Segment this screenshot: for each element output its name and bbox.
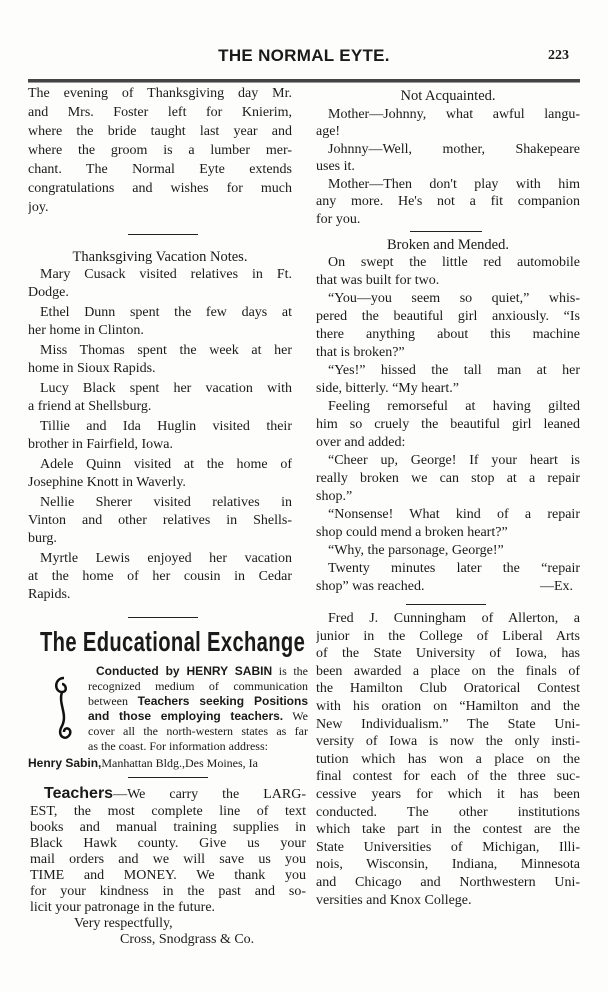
text-line: there anything about this machine: [316, 327, 580, 342]
text-line: cessive years for which it has been: [316, 786, 580, 802]
text-line: shop could mend a broken heart?”: [316, 525, 508, 540]
story-paragraph: [316, 254, 580, 290]
text-line: side, bitterly. “My heart.”: [316, 381, 459, 396]
text-line: tution which has won a place on the: [316, 751, 580, 767]
text-line: “Yes!” hissed the tall man at her: [328, 363, 580, 378]
header-rule: [28, 79, 580, 83]
ad-text: cover all the north-western states as far: [88, 724, 308, 738]
text-line: pered the beautiful girl anxiously. “Is: [316, 309, 580, 324]
text-line: licit your patronage in the future.: [30, 900, 216, 915]
text-line: “You—you seem so quiet,” whis-: [328, 291, 580, 306]
text-line: Miss Thomas spent the week at her: [40, 343, 292, 358]
text-line: Mother—Then don't play with him: [328, 176, 580, 192]
note-item: [28, 550, 292, 604]
text-line: Feeling remorseful at having gilted: [328, 399, 580, 414]
text-line: of the State University of Iowa, has: [316, 646, 580, 662]
ad-signature: Cross, Snodgrass & Co.: [120, 932, 255, 947]
spacer: [28, 604, 292, 606]
text-line: On swept the little red automobile: [328, 255, 580, 270]
ad-text: between: [88, 694, 128, 708]
note-item: [28, 304, 292, 340]
text-line: “Cheer up, George! If your heart is: [328, 453, 580, 468]
text-line: Rapids.: [28, 587, 71, 602]
text-line: home in Sioux Rapids.: [28, 361, 156, 376]
text-line: been awarded a place on the finals of: [316, 663, 580, 679]
story-paragraph: [316, 398, 580, 452]
text-line: Myrtle Lewis enjoyed her vacation: [40, 551, 292, 566]
text-line: burg.: [28, 531, 57, 546]
story-paragraph: [316, 362, 580, 398]
divider: [406, 604, 486, 605]
text-line: State Universities of Michigan, Illi-: [316, 839, 580, 855]
text-line: EST, the most complete line of text: [30, 804, 306, 819]
text-line: Lucy Black spent her vacation with: [40, 381, 292, 396]
broken-and-mended-heading: Broken and Mended.: [386, 237, 509, 253]
intro-paragraph: [28, 84, 292, 217]
text-line: Josephine Knott in Waverly.: [28, 475, 186, 490]
text-line: versities and Knox College.: [316, 892, 472, 908]
text-line: shop.”: [316, 489, 353, 504]
text-line: mail orders and we will save us you: [30, 852, 306, 867]
text-line: really broken we can stop at a repair: [316, 471, 580, 486]
text-line: final contest for each of the three suc-: [316, 769, 580, 785]
ad-closing: Very respectfully,: [74, 916, 173, 931]
ad-conducted-by: Conducted by HENRY SABIN: [96, 664, 273, 678]
text-line: where the groom is a lumber mer-: [28, 143, 292, 158]
text-line: shop” was reached.: [316, 579, 425, 594]
text-line: that was built for two.: [316, 273, 440, 288]
text-line: conducted. The other institutions: [316, 804, 580, 820]
dialogue-paragraph: [316, 106, 580, 141]
note-item: [28, 494, 292, 548]
divider: [128, 777, 208, 778]
divider: [410, 231, 482, 232]
vacation-notes-heading: Thanksgiving Vacation Notes.: [72, 249, 248, 265]
text-line: uses it.: [316, 159, 355, 174]
text-line: The evening of Thanksgiving day Mr.: [28, 86, 292, 101]
note-item: [28, 418, 292, 454]
not-acquainted-heading: Not Acquainted.: [400, 88, 496, 104]
text-line: Mary Cusack visited relatives in Ft.: [40, 267, 292, 282]
text-line: and Chicago and Northwestern Uni-: [316, 874, 580, 890]
text-line: New Individualism.” The State Uni-: [316, 716, 580, 732]
text-line: where the bride taught last year and: [28, 124, 292, 139]
story-paragraph: [316, 290, 580, 362]
teachers-ad: [30, 784, 306, 948]
text-line: joy.: [28, 200, 49, 215]
text-line: Black Hawk county. Give us your: [30, 836, 306, 851]
text-line: chant. The Normal Eyte extends: [28, 162, 292, 177]
story-paragraph: [316, 542, 580, 560]
ad-address-text: Manhattan Bldg.,Des Moines, Ia: [101, 756, 258, 770]
cunningham-paragraph: [316, 610, 580, 909]
ad-text: is the: [278, 664, 308, 678]
text-line: with his oration on “Hamilton and the: [316, 698, 580, 714]
text-line: Vinton and other relatives in Shells-: [28, 513, 292, 528]
text-line: any more. He's not a fit companion: [316, 194, 580, 209]
text-line: age!: [316, 124, 341, 139]
ornament-icon: [52, 674, 74, 744]
ad-text: We: [292, 709, 308, 723]
text-line: Ethel Dunn spent the few days at: [40, 305, 292, 320]
text-line: her home in Clinton.: [28, 323, 144, 338]
note-item: [28, 380, 292, 416]
text-line: Fred J. Cunningham of Allerton, a: [328, 611, 580, 626]
ad-address-name: Henry Sabin,: [28, 756, 102, 770]
text-line: brother in Fairfield, Iowa.: [28, 437, 174, 452]
text-line: Tillie and Ida Huglin visited their: [40, 419, 292, 434]
text-line: a friend at Shellsburg.: [28, 399, 152, 414]
source-credit: —Ex.: [540, 579, 574, 594]
story-paragraph: [316, 452, 580, 506]
text-line: and Mrs. Foster left for Knierim,: [28, 105, 292, 120]
text-line: that is broken?”: [316, 345, 405, 360]
text-line: versity of Iowa is now the only insti-: [316, 734, 580, 750]
text-line: Twenty minutes later the “repair: [328, 561, 580, 576]
text-line: “Why, the parsonage, George!”: [328, 543, 504, 558]
ad-text: as the coast. For information address:: [88, 739, 268, 753]
text-line: Dodge.: [28, 285, 69, 300]
dialogue-paragraph: [316, 176, 580, 229]
text-line: Johnny—Well, mother, Shakepeare: [328, 141, 580, 157]
dialogue-paragraph: [316, 141, 580, 176]
text-line: books and manual training supplies in: [30, 820, 306, 835]
text-line: “Nonsense! What kind of a repair: [328, 507, 580, 522]
note-item: [28, 342, 292, 378]
text-line: which take part in the contest are the: [316, 822, 580, 838]
divider: [128, 234, 198, 235]
teachers-ad-lead: Teachers: [44, 785, 114, 802]
divider: [128, 617, 198, 618]
text-line: Adele Quinn visited at the home of: [40, 457, 292, 472]
running-title: THE NORMAL EYTE.: [218, 46, 390, 65]
broken-and-mended: [316, 236, 580, 596]
page-number: 223: [548, 48, 569, 63]
ad-text: recognized medium of communication: [88, 679, 308, 693]
text-line: him so cruely the beautiful girl leaned: [316, 417, 580, 432]
note-item: [28, 456, 292, 492]
text-line: Nellie Sherer visited relatives in: [40, 495, 292, 510]
text-line: for you.: [316, 211, 361, 227]
text-line: Mother—Johnny, what awful langu-: [328, 106, 580, 122]
text-line: congratulations and wishes for much: [28, 181, 292, 196]
ad-address: [28, 756, 308, 771]
story-paragraph: [316, 506, 580, 542]
educational-exchange-ad: [88, 664, 308, 754]
vacation-notes: [28, 248, 292, 606]
ad-text: and those employing teachers.: [88, 709, 284, 723]
text-line: for your kindness in the past and so-: [30, 884, 306, 899]
ad-text: —We carry the LARG-: [113, 787, 306, 802]
note-item: [28, 266, 292, 302]
ad-text: Teachers seeking Positions: [137, 694, 308, 708]
text-line: junior in the College of Liberal Arts: [316, 628, 580, 644]
text-line: over and added:: [316, 435, 406, 450]
text-line: the Hamilton Club Oratorical Contest: [316, 681, 580, 697]
text-line: TIME and MONEY. We thank you: [30, 868, 306, 883]
educational-exchange-title: The Educational Exchange: [40, 626, 306, 657]
not-acquainted: [316, 88, 580, 228]
text-line: nois, Wisconsin, Indiana, Minnesota: [316, 857, 580, 873]
text-line: at the home of her cousin in Cedar: [28, 569, 292, 584]
